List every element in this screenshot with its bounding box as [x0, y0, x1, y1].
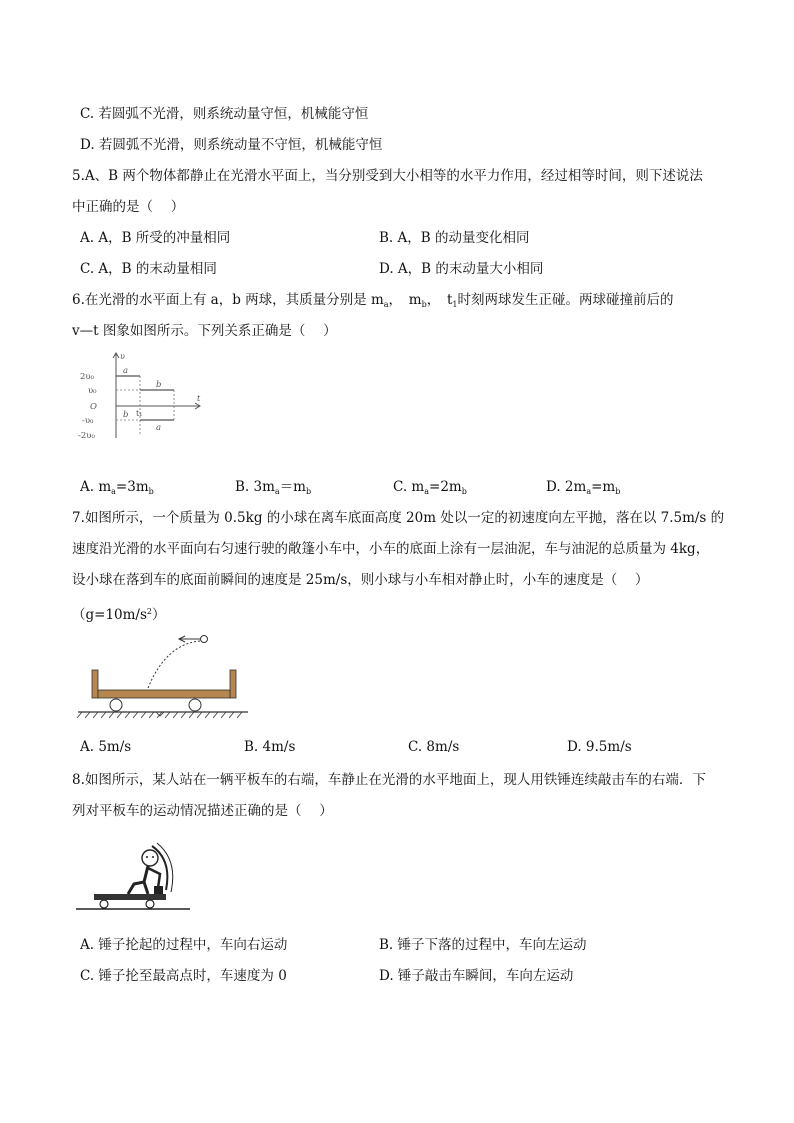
q6-y-tick-2v0: 2υ₀ [80, 372, 94, 382]
q6-stem-line2: v—t 图象如图所示。下列关系正确是（ ） [72, 323, 337, 339]
q6-line-a-label-after: a [156, 423, 162, 433]
q6-line-b-label-after: b [156, 380, 162, 390]
q6-line-a-label-before: a [123, 366, 129, 376]
q8-option-c: C. 锤子抡至最高点时，车速度为 0 [80, 968, 287, 984]
q5-stem-line1: 5.A、B 两个物体都静止在光滑水平面上，当分别受到大小相等的水平力作用，经过相等时间，则下述说法 [72, 168, 703, 184]
q6-y-tick-neg-v0: -υ₀ [82, 416, 94, 426]
q6-t-axis-label: t [197, 394, 201, 403]
q8-stem-line1: 8.如图所示，某人站在一辆平板车的右端，车静止在光滑的水平地面上，现人用铁锤连续敲击车的右端．下 [72, 772, 706, 788]
q6-stem-line1: 6.在光滑的水平面上有 a，b 两球，其质量分别是 $m_a$， $m_b$， $t_1$时刻两球发生正碰。两球碰撞前后的 [72, 292, 674, 309]
q7-stem-line1: 7.如图所示，一个质量为 0.5kg 的小球在离车底面高度 20m 处以一定的初速度向左平抛，落在以 7.5m/s 的 [72, 510, 725, 526]
q6-option-d: D. $2m_a=m_b$ [546, 479, 621, 496]
q7-stem-line3: 设小球在落到车的底面前瞬间的速度是 25m/s，则小球与小车相对静止时，小车的速度是（ ） [72, 572, 649, 588]
q6-t1-label: t₁ [136, 409, 143, 418]
q8-stem-line2: 列对平板车的运动情况描述正确的是（ ） [72, 803, 333, 819]
q7-option-b: B. 4m/s [244, 739, 296, 755]
q6-line-b-label-before: b [123, 410, 129, 420]
q8-option-a: A. 锤子抡起的过程中，车向右运动 [80, 937, 288, 953]
q6-option-c: C. $m_a=2m_b$ [393, 479, 467, 496]
person-icon [142, 850, 158, 866]
q5-option-d: D. A，B 的末动量大小相同 [379, 261, 544, 277]
q8-hammer-figure [74, 838, 192, 918]
q7-stem-line2: 速度沿光滑的水平面向右匀速行驶的敞篷小车中，小车的底面上涂有一层油泥，车与油泥的总质量为 4kg， [72, 541, 710, 557]
q5-option-b: B. A，B 的动量变化相同 [379, 230, 530, 246]
q8-option-b: B. 锤子下落的过程中，车向左运动 [379, 937, 587, 953]
q4-option-d: D. 若圆弧不光滑，则系统动量不守恒，机械能守恒 [80, 137, 383, 153]
q5-stem-line2: 中正确的是（ ） [72, 199, 185, 215]
q5-option-c: C. A，B 的末动量相同 [80, 261, 217, 277]
q6-y-tick-neg-2v0: -2υ₀ [78, 431, 95, 441]
q6-y-tick-origin: O [90, 402, 97, 412]
q4-option-c: C. 若圆弧不光滑，则系统动量守恒，机械能守恒 [80, 106, 369, 122]
q8-option-d: D. 锤子敲击车瞬间，车向左运动 [379, 968, 574, 984]
ball-icon [201, 636, 208, 643]
q6-y-tick-v0: υ₀ [88, 386, 97, 396]
q6-option-b: B. $3m_a=m_b$ [235, 479, 312, 496]
q6-option-a: A. $m_a=3m_b$ [80, 479, 154, 496]
q6-vt-graph [76, 350, 206, 442]
q5-option-a: A. A，B 所受的冲量相同 [80, 230, 231, 246]
q7-option-a: A. 5m/s [80, 739, 132, 755]
q7-option-c: C. 8m/s [408, 739, 460, 755]
q7-option-d: D. 9.5m/s [567, 739, 632, 755]
q6-v-axis-label: υ [120, 352, 125, 361]
q7-stem-line4: $(g=10m/s^2)$ [72, 607, 166, 623]
q7-cart-figure [74, 628, 250, 724]
